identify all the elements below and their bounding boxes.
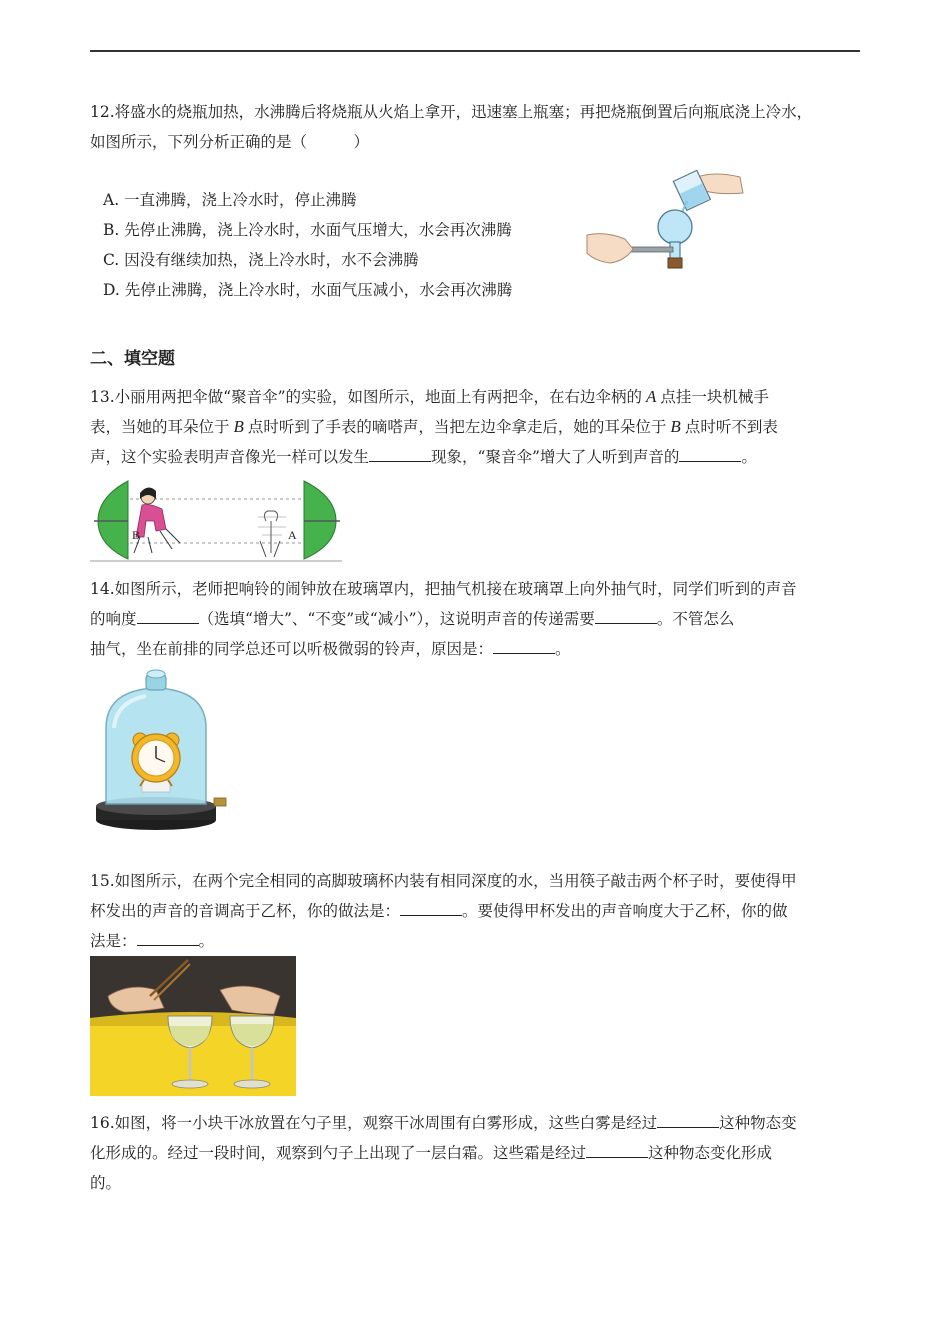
q12-stem [90,97,852,157]
section-title: 二、填空题 [90,349,175,369]
q16-line2: 化形成的。经过一段时间，观察到勺子上出现了一层白霜。这些霜是经过 这种物态变化形成 [90,1138,852,1168]
q12-stem-line2: 如图所示，下列分析正确的是（ ） [90,133,370,151]
figure-label-a: A [288,528,297,542]
q14-blank-3[interactable] [493,635,555,654]
q14-line2: 的响度 （选填“增大”、“不变”或“减小”），这说明声音的传递需要 。不管怎么 [90,604,852,634]
figure-label-b: B [132,528,141,542]
q15-line3: 法是： 。 [90,926,852,956]
q13-stem [90,382,852,472]
flask-figure [585,165,750,280]
q13-line2: 表，当她的耳朵位于 B 点时听到了手表的嘀嗒声，当把左边伞拿走后，她的耳朵位于 B 点时听不到表 [90,417,778,436]
q15-blank-2[interactable] [137,927,199,946]
q13-blank-2[interactable] [679,443,741,462]
q16-line1: 16.如图，将一小块干冰放置在勺子里，观察干冰周围有白雾形成，这些白雾是经过 这种物态变 [90,1108,852,1138]
q16-stem [90,1108,852,1198]
q12-option-b[interactable]: B. 先停止沸腾，浇上冷水时，水面气压增大，水会再次沸腾 [103,221,512,239]
q14-line3: 抽气，坐在前排的同学总还可以听极微弱的铃声，原因是： 。 [90,634,852,664]
q16-line3: 的。 [90,1174,122,1192]
q12-stem-line1: 12.将盛水的烧瓶加热，水沸腾后将烧瓶从火焰上拿开，迅速塞上瓶塞；再把烧瓶倒置后向瓶底浇上冷水， [90,103,813,121]
q12-option-d[interactable]: D. 先停止沸腾，浇上冷水时，水面气压减小，水会再次沸腾 [103,281,513,299]
glasses-figure [90,956,296,1096]
q15-stem [90,866,852,956]
q16-blank-1[interactable] [657,1109,719,1128]
q14-line1: 14.如图所示，老师把响铃的闹钟放在玻璃罩内，把抽气机接在玻璃罩上向外抽气时，同学们听到的声音 [90,580,797,598]
bell-jar-figure [92,668,232,834]
q15-line1: 15.如图所示，在两个完全相同的高脚玻璃杯内装有相同深度的水，当用筷子敲击两个杯子时，要使得甲 [90,872,797,890]
q14-blank-1[interactable] [137,605,199,624]
header-rule [90,50,860,52]
q12-option-a[interactable]: A. 一直沸腾，浇上冷水时，停止沸腾 [103,191,357,209]
q12-option-c[interactable]: C. 因没有继续加热，浇上冷水时，水不会沸腾 [103,251,419,269]
q16-blank-2[interactable] [586,1139,648,1158]
q14-blank-2[interactable] [595,605,657,624]
q13-line3: 声，这个实验表明声音像光一样可以发生 现象，“聚音伞”增大了人听到声音的 。 [90,442,852,472]
umbrella-figure [90,477,342,563]
q15-line2: 杯发出的声音的音调高于乙杯，你的做法是： 。要使得甲杯发出的声音响度大于乙杯，你的做 [90,896,852,926]
q15-blank-1[interactable] [400,897,462,916]
q13-blank-1[interactable] [369,443,431,462]
q14-stem [90,574,852,664]
q13-line1: 13.小丽用两把伞做“聚音伞”的实验，如图所示，地面上有两把伞，在右边伞柄的 A 点挂一块机械手 [90,387,769,406]
